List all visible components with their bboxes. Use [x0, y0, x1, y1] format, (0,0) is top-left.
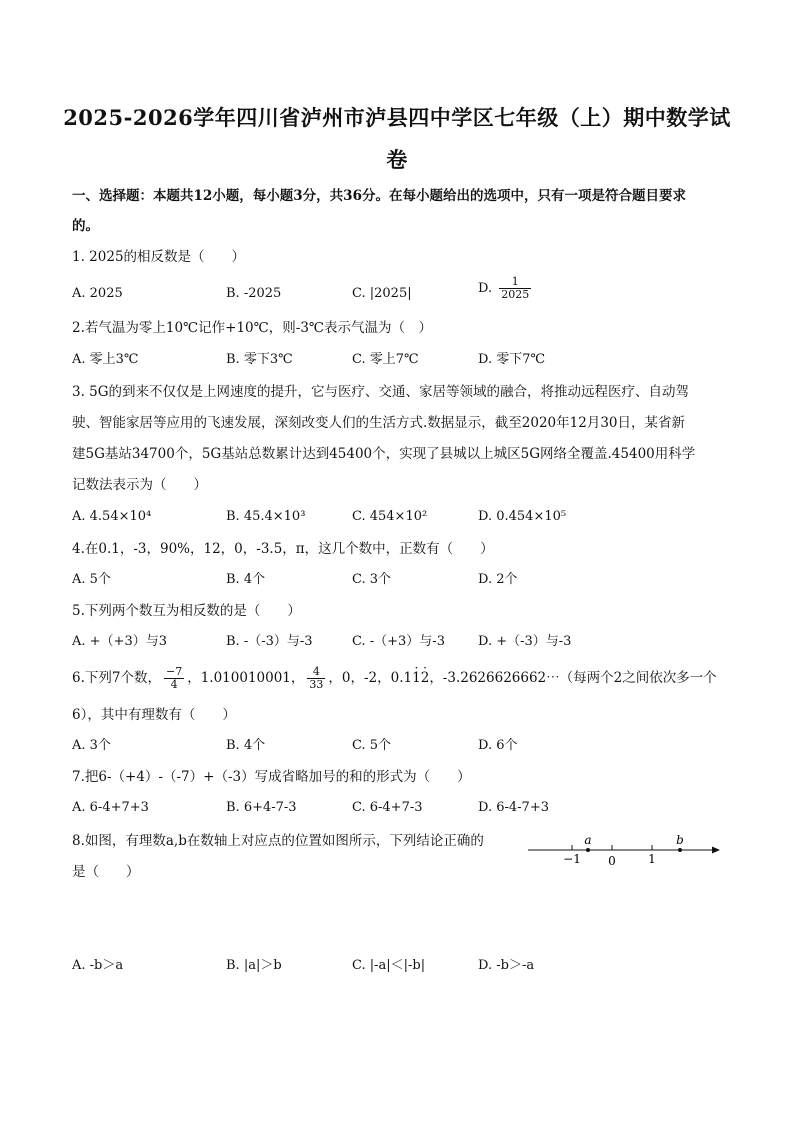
- question-4-option-c[interactable]: C. 3个: [352, 572, 392, 587]
- number-line-label-1: 1: [648, 852, 656, 866]
- question-6-stem-line2: 6），其中有理数有（ ）: [72, 707, 236, 723]
- question-6-stem-line1: [72, 666, 717, 691]
- question-1-option-d[interactable]: [478, 276, 534, 301]
- question-6-stem-part1: 6.下列7个数，: [72, 670, 161, 686]
- question-7-option-c[interactable]: C. 6-4+7-3: [352, 800, 423, 815]
- question-5-option-a[interactable]: A. +（+3）与3: [72, 634, 167, 649]
- question-4-option-b[interactable]: B. 4个: [226, 572, 266, 587]
- question-1-option-a[interactable]: A. 2025: [72, 286, 123, 301]
- question-1-stem: 1. 2025的相反数是（ ）: [72, 249, 246, 265]
- question-8-option-b[interactable]: B. |a|＞b: [226, 958, 282, 973]
- question-7-option-d[interactable]: D. 6-4-7+3: [478, 800, 549, 815]
- question-3-option-a[interactable]: A. 4.54×10⁴: [72, 509, 152, 524]
- question-2-option-d[interactable]: D. 零下7℃: [478, 352, 546, 367]
- question-5-option-b[interactable]: B. -（-3）与-3: [226, 634, 313, 649]
- question-6-option-d[interactable]: D. 6个: [478, 738, 518, 753]
- question-8-option-d[interactable]: D. -b＞-a: [478, 958, 535, 973]
- question-5-option-d[interactable]: D. +（-3）与-3: [478, 634, 572, 649]
- exam-title-line1: 2025-2026学年四川省泸州市泸县四中学区七年级（上）期中数学试: [63, 105, 731, 130]
- number-line-label-b: b: [676, 833, 684, 847]
- repeating-decimal: 0.11 ·2 ·: [391, 670, 430, 686]
- question-3-stem-line1: 3. 5G的到来不仅仅是上网速度的提升，它与医疗、交通、家居等领域的融合，将推动远程医疗、自动驾: [72, 384, 690, 400]
- question-3-stem-line4: 记数法表示为（ ）: [72, 477, 207, 493]
- number-line-label-0: 0: [608, 854, 616, 868]
- question-3-stem-line2: 驶、智能家居等应用的飞速发展，深刻改变人们的生活方式.数据显示，截至2020年12月30日，某省新: [72, 415, 686, 431]
- question-5-option-c[interactable]: C. -（+3）与-3: [352, 634, 445, 649]
- fraction-numerator: 4: [312, 665, 320, 678]
- question-6-stem-part2: ，1.010010001，: [187, 670, 305, 686]
- number-line-label-minus-1: −1: [563, 852, 581, 866]
- fraction-4-over-33: [307, 666, 325, 691]
- question-6-option-c[interactable]: C. 5个: [352, 738, 392, 753]
- question-5-stem: 5.下列两个数互为相反数的是（ ）: [72, 603, 301, 619]
- fraction-sign: −: [165, 665, 176, 678]
- question-8-option-c[interactable]: C. |-a|＜|-b|: [352, 958, 426, 973]
- question-3-option-b[interactable]: B. 45.4×10³: [226, 509, 306, 524]
- fraction-numerator: 7: [175, 665, 183, 678]
- fraction-denominator: 33: [309, 678, 324, 691]
- number-line-point-a: [586, 848, 590, 852]
- fraction-denominator: 2025: [501, 288, 530, 301]
- question-2-stem: 2.若气温为零上10℃记作+10℃，则-3℃表示气温为（ ）: [72, 320, 433, 336]
- question-7-option-b[interactable]: B. 6+4-7-3: [226, 800, 297, 815]
- fraction-denominator: 4: [164, 678, 184, 691]
- exam-title-line2: 卷: [386, 147, 408, 172]
- question-8-stem-line1: 8.如图，有理数a,b在数轴上对应点的位置如图所示，下列结论正确的: [72, 833, 484, 849]
- question-8-option-a[interactable]: A. -b＞a: [72, 958, 124, 973]
- question-2-option-c[interactable]: C. 零上7℃: [352, 352, 419, 367]
- question-1-option-d-label: D.: [478, 281, 493, 296]
- question-1-option-c[interactable]: C. |2025|: [352, 286, 412, 301]
- fraction-neg-7-over-4: [164, 666, 184, 691]
- section-heading-line2: 的。: [72, 218, 99, 234]
- number-line-label-a: a: [584, 833, 592, 847]
- question-4-option-a[interactable]: A. 5个: [72, 572, 111, 587]
- question-7-option-a[interactable]: A. 6-4+7+3: [72, 800, 149, 815]
- question-3-option-c[interactable]: C. 454×10²: [352, 509, 428, 524]
- number-line-arrow: [712, 847, 720, 854]
- question-7-stem: 7.把6-（+4）-（-7）+（-3）写成省略加号的和的形式为（ ）: [72, 769, 471, 785]
- question-6-stem-part3: ，0，-2，: [328, 670, 391, 686]
- question-6-stem-part4: ，-3.2626626662⋯（每两个2之间依次多一个: [429, 670, 717, 686]
- number-line-figure: [524, 830, 724, 870]
- question-3-stem-line3: 建5G基站34700个，5G基站总数累计达到45400个，实现了县城以上城区5G网络全覆盖.45400用科学: [72, 446, 696, 462]
- question-2-option-b[interactable]: B. 零下3℃: [226, 352, 293, 367]
- question-3-option-d[interactable]: D. 0.454×10⁵: [478, 509, 567, 524]
- number-line-point-b: [678, 848, 682, 852]
- fraction-1-over-2025: [499, 276, 531, 301]
- question-6-option-a[interactable]: A. 3个: [72, 738, 111, 753]
- question-1-option-b[interactable]: B. -2025: [226, 286, 282, 301]
- fraction-numerator: 1: [511, 275, 519, 288]
- question-2-option-a[interactable]: A. 零上3℃: [72, 352, 139, 367]
- question-8-stem-line2: 是（ ）: [72, 864, 140, 880]
- section-heading-line1: 一、选择题：本题共12小题，每小题3分，共36分。在每小题给出的选项中，只有一项是符合题目要求: [72, 188, 686, 204]
- question-4-stem: 4.在0.1，-3，90%，12，0，-3.5，π，这几个数中，正数有（ ）: [72, 541, 494, 557]
- question-4-option-d[interactable]: D. 2个: [478, 572, 518, 587]
- question-6-option-b[interactable]: B. 4个: [226, 738, 266, 753]
